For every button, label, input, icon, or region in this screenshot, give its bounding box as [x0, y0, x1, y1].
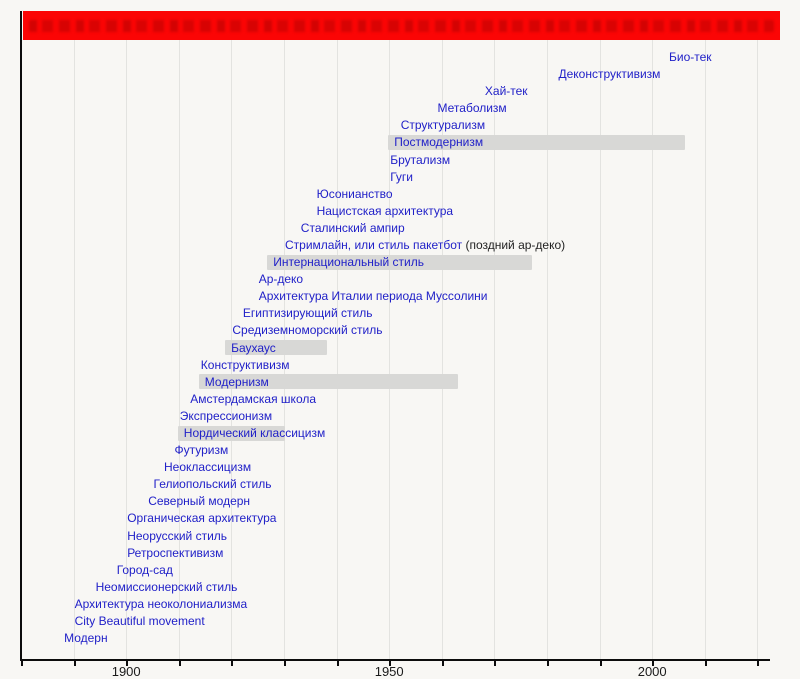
- timeline-item-label[interactable]: Нордический классицизм: [183, 426, 326, 440]
- timeline-item-label[interactable]: Брутализм: [390, 152, 451, 167]
- grid-line: [337, 40, 338, 660]
- timeline-item-label[interactable]: Экспрессионизм: [179, 408, 273, 423]
- axis-tick-label: 2000: [637, 664, 667, 679]
- timeline-item-label[interactable]: Био-тек: [669, 50, 712, 64]
- timeline-item-label[interactable]: Интернациональный стиль: [273, 255, 424, 270]
- timeline-item-label[interactable]: Нацистская архитектура: [316, 203, 454, 218]
- grid-line: [494, 40, 495, 660]
- grid-line: [389, 40, 390, 660]
- timeline-item-label[interactable]: Город-сад: [116, 562, 173, 577]
- timeline-item-label[interactable]: Футуризм: [174, 443, 229, 458]
- timeline-item-label[interactable]: Модерн: [64, 631, 108, 646]
- timeline-item-label[interactable]: Архитектура неоколониализма: [74, 596, 248, 611]
- grid-line: [600, 40, 601, 660]
- timeline-item-label[interactable]: Египтизирующий стиль: [242, 306, 373, 321]
- timeline-item-label[interactable]: Средиземноморский стиль: [232, 323, 383, 338]
- timeline-item-label[interactable]: Неорусский стиль: [127, 528, 228, 543]
- timeline-item-label[interactable]: Юсонианство: [316, 186, 393, 201]
- grid-line: [74, 40, 75, 660]
- timeline-item-label[interactable]: Хай-тек: [484, 84, 528, 99]
- y-axis-spine: [20, 11, 22, 660]
- grid-line: [652, 40, 653, 660]
- timeline-item-label[interactable]: Архитектура Италии периода Муссолини: [258, 289, 488, 304]
- grid-line: [757, 40, 758, 660]
- timeline-item-label[interactable]: Ретроспективизм: [127, 545, 224, 560]
- timeline-item-label[interactable]: Постмодернизм: [394, 135, 484, 150]
- timeline-item-label[interactable]: Органическая архитектура: [127, 511, 277, 526]
- timeline-item-label[interactable]: Амстердамская школа: [190, 391, 317, 406]
- timeline-item-label[interactable]: Гуги: [390, 169, 413, 184]
- timeline-item-label[interactable]: Деконструктивизм: [558, 67, 661, 82]
- timeline-item-label[interactable]: Стримлайн, или стиль пакетбот (поздний ар-деко): [285, 238, 566, 252]
- timeline-item-label[interactable]: Сталинский ампир: [300, 220, 405, 235]
- timeline-item-label[interactable]: Баухаус: [231, 340, 276, 355]
- timeline-item-label[interactable]: Неоклассицизм: [164, 460, 252, 475]
- timeline-label-note: (поздний ар-деко): [462, 238, 566, 252]
- timeline-item-label[interactable]: Метаболизм: [437, 101, 507, 116]
- timeline-item-label[interactable]: Конструктивизм: [200, 357, 290, 372]
- grid-line: [705, 40, 706, 660]
- axis-tick-label: 1900: [111, 664, 141, 679]
- timeline-item-label[interactable]: Неомиссионерский стиль: [95, 579, 238, 594]
- axis-tick-label: 1950: [374, 664, 404, 679]
- grid-line: [547, 40, 548, 660]
- timeline-item-label[interactable]: City Beautiful movement: [74, 614, 205, 628]
- timeline-item-label[interactable]: Северный модерн: [148, 494, 251, 509]
- timeline-item-label[interactable]: Ар-деко: [258, 272, 304, 287]
- timeline-item-label[interactable]: Гелиопольский стиль: [153, 477, 272, 492]
- grid-line: [179, 40, 180, 660]
- timeline-item-label[interactable]: Модернизм: [204, 374, 269, 389]
- timeline-item-label[interactable]: Структурализм: [400, 118, 486, 133]
- x-axis-line: [20, 659, 770, 661]
